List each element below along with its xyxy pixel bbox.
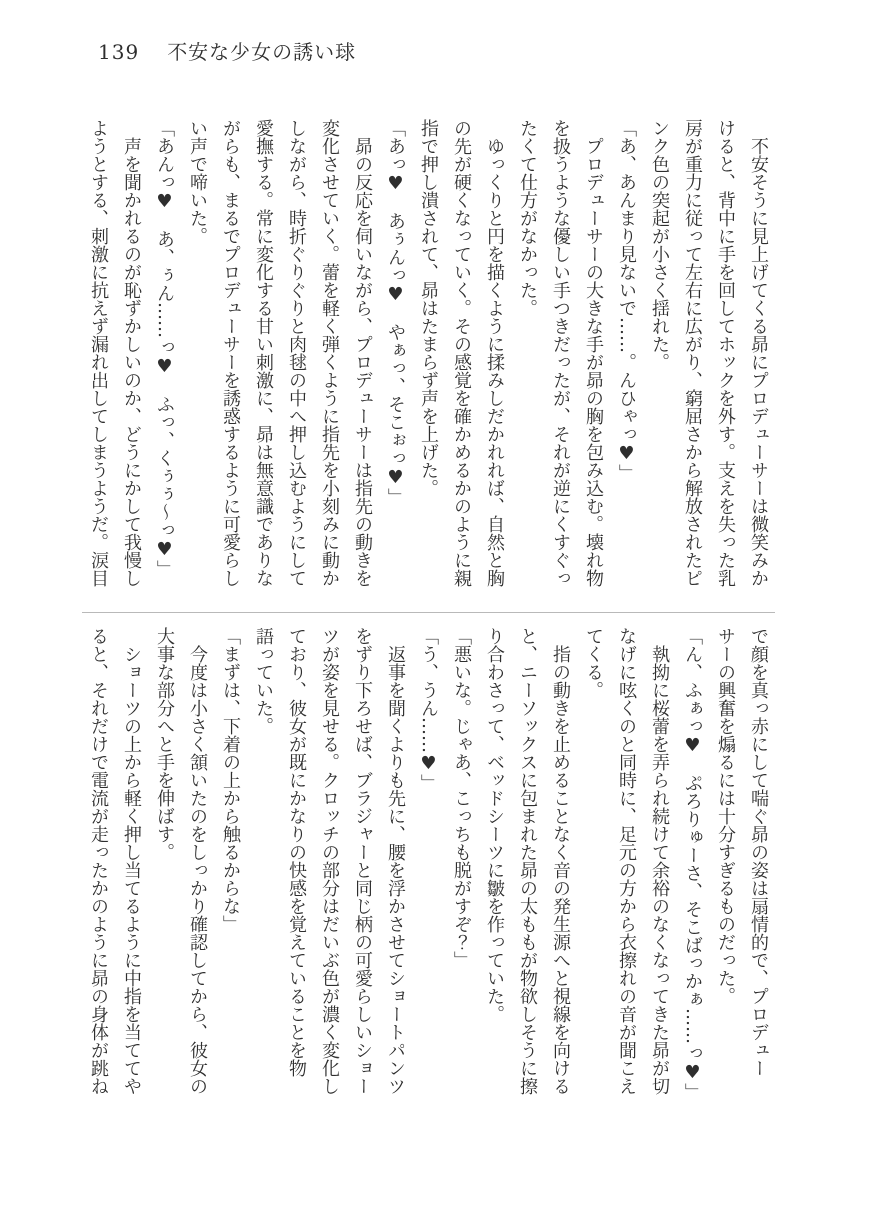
text-column: 「まずは、下着の上から触るからな」 xyxy=(220,627,241,933)
page-title: 不安な少女の誘い球 xyxy=(167,40,357,64)
text-column: 執拗に桜蕾を弄られ続けて余裕のなくなってきた昴が切 xyxy=(649,627,670,1095)
text-column: たくて仕方がなかった。 xyxy=(517,119,538,317)
text-column: 今度は小さく頷いたのをしっかり確認してから、彼女の xyxy=(187,627,208,1095)
text-column: 「あ、あんまり見ないで……。んひゃっ♥」 xyxy=(616,119,637,482)
text-column: り合わさって、ベッドシーツに皺を作っていた。 xyxy=(484,627,505,1023)
text-block-lower xyxy=(82,627,775,1105)
text-column: 「あっ♥ あぅんっ♥ やぁっ、そこぉっ♥」 xyxy=(385,119,406,506)
text-column: をずり下ろせば、ブラジャーと同じ柄の可愛らしいショー xyxy=(352,627,373,1095)
text-column: を扱うような優しい手つきだったが、それが逆にくすぐっ xyxy=(550,119,571,587)
text-column: ており、彼女が既にかなりの快感を覚えていることを物 xyxy=(286,627,307,1077)
text-column: で顔を真っ赤にして喘ぐ昴の姿は扇情的で、プロデュー xyxy=(748,627,769,1077)
text-column: ンク色の突起が小さく揺れた。 xyxy=(649,119,670,371)
text-column: ようとする、刺激に抗えず漏れ出してしまうようだ。涙目 xyxy=(88,119,109,587)
text-column: しながら、時折ぐりぐりと肉毬の中へ押し込むようにして xyxy=(286,119,307,587)
text-column: 指の動きを止めることなく音の発生源へと視線を向ける xyxy=(550,627,571,1095)
text-column: 「う、うん……♥」 xyxy=(418,627,439,792)
text-column: 「ん、ふぁっ♥ ぷろりゅーさ、そこばっかぁ……っ♥」 xyxy=(682,627,703,1101)
text-column: がらも、まるでプロデューサーを誘惑するように可愛らし xyxy=(220,119,241,587)
page-header xyxy=(98,36,356,65)
text-column: なげに呟くのと同時に、足元の方から衣擦れの音が聞こえ xyxy=(616,627,637,1095)
text-column: と、ニーソックスに包まれた昴の太ももが物欲しそうに擦 xyxy=(517,627,538,1095)
text-column: 指で押し潰されて、昴はたまらず声を上げた。 xyxy=(418,119,439,497)
text-column: プロデューサーの大きな手が昴の胸を包み込む。壊れ物 xyxy=(583,119,604,587)
text-block-upper xyxy=(82,119,775,597)
text-column: 大事な部分へと手を伸ばす。 xyxy=(154,627,175,861)
text-column: 房が重力に従って左右に広がり、窮屈さから解放されたピ xyxy=(682,119,703,587)
text-column: 愛撫する。常に変化する甘い刺激に、昴は無意識でありな xyxy=(253,119,274,587)
block-divider-rule xyxy=(82,612,775,613)
text-column: 「あんっ♥ あ、ぅん……っ♥ ふっ、くぅぅ～っ♥」 xyxy=(154,119,175,578)
text-column: サーの興奮を煽るには十分すぎるものだった。 xyxy=(715,627,736,1005)
text-column: 声を聞かれるのが恥ずかしいのか、どうにかして我慢し xyxy=(121,119,142,587)
text-column: 昴の反応を伺いながら、プロデューサーは指先の動きを xyxy=(352,119,373,587)
text-column: 返事を聞くよりも先に、腰を浮かさせてショートパンツ xyxy=(385,627,406,1095)
text-column: 不安そうに見上げてくる昴にプロデューサーは微笑みか xyxy=(748,119,769,587)
text-column: ゆっくりと円を描くように揉みしだかれれば、自然と胸 xyxy=(484,119,505,587)
page-number: 139 xyxy=(98,40,140,64)
text-column: てくる。 xyxy=(583,627,604,699)
text-column: 変化させていく。蕾を軽く弾くように指先を小刻みに動か xyxy=(319,119,340,587)
text-column: 語っていた。 xyxy=(253,627,274,735)
text-column: ると、それだけで電流が走ったかのように昴の身体が跳ね xyxy=(88,627,109,1095)
text-column: ツが姿を見せる。クロッチの部分はだいぶ色が濃く変化し xyxy=(319,627,340,1095)
text-column: い声で啼いた。 xyxy=(187,119,208,245)
text-column: ショーツの上から軽く押し当てるように中指を当ててや xyxy=(121,627,142,1095)
text-column: 「悪いな。じゃあ、こっちも脱がすぞ？」 xyxy=(451,627,472,969)
text-column: の先が硬くなっていく。その感覚を確かめるかのように親 xyxy=(451,119,472,587)
text-column: けると、背中に手を回してホックを外す。支えを失った乳 xyxy=(715,119,736,587)
